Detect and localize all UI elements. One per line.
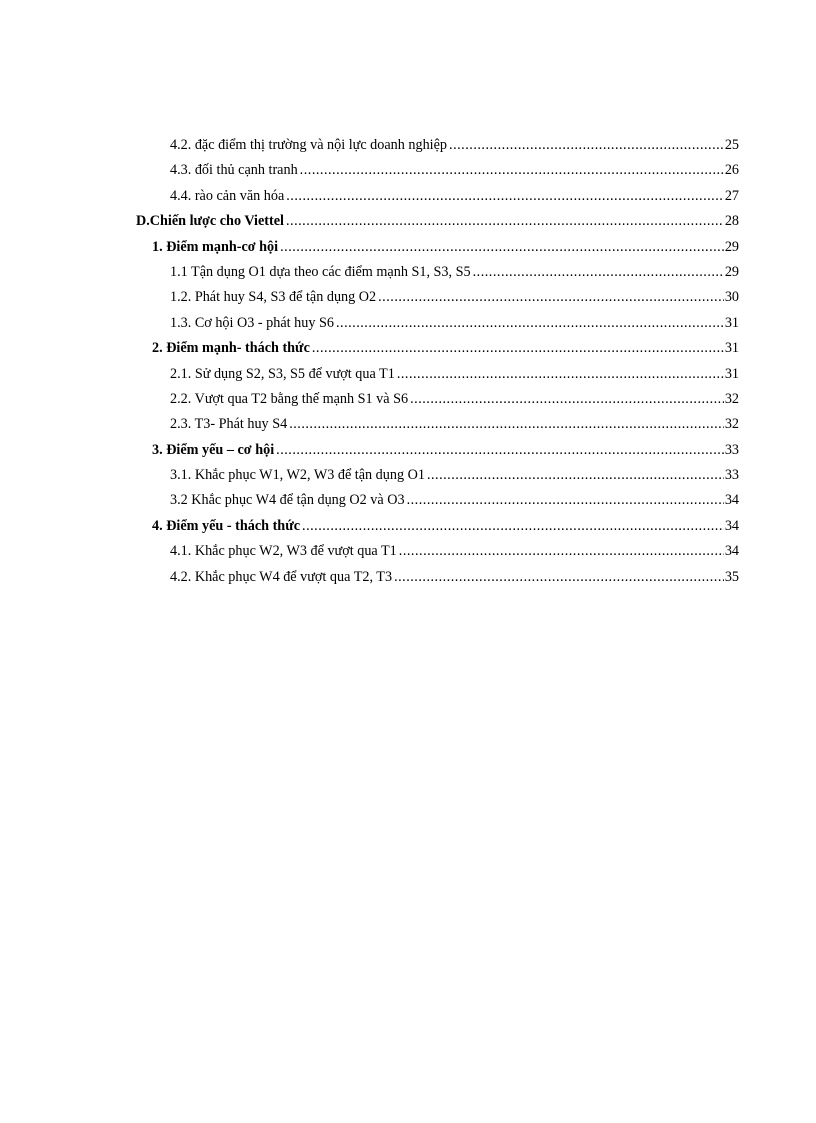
toc-entry[interactable] [136,412,739,437]
toc-leader-dots [427,463,724,488]
toc-entry[interactable] [136,387,739,412]
toc-entry-title: 1.2. Phát huy S4, S3 để tận dụng O2 [170,289,377,306]
toc-entry-title: 4.3. đối thủ cạnh tranh [170,162,298,179]
toc-leader-dots [407,488,724,513]
toc-subsection-heading[interactable] [136,438,739,463]
toc-leader-dots [302,514,724,539]
toc-entry-title: 3.2 Khắc phục W4 để tận dụng O2 và O3 [170,492,405,509]
toc-entry-title: 2.3. T3- Phát huy S4 [170,416,288,433]
toc-leader-dots [286,209,724,234]
toc-entry-title: 1. Điểm mạnh-cơ hội [152,238,279,255]
toc-entry-title: 2. Điểm mạnh- thách thức [152,340,310,357]
toc-leader-dots [276,438,724,463]
toc-subsection-heading[interactable] [136,336,739,361]
toc-entry-page: 29 [724,238,739,255]
toc-leader-dots [289,412,724,437]
toc-entry[interactable] [136,488,739,513]
toc-entry-page: 32 [724,390,739,407]
toc-leader-dots [394,565,724,590]
toc-leader-dots [300,158,724,183]
toc-entry[interactable] [136,184,739,209]
toc-leader-dots [286,184,724,209]
toc-entry[interactable] [136,565,739,590]
toc-entry-title: 4.4. rào cản văn hóa [170,187,285,204]
toc-entry-title: 4.1. Khắc phục W2, W3 để vượt qua T1 [170,543,397,560]
toc-entry-page: 35 [724,568,739,585]
toc-entry-page: 30 [724,289,739,306]
toc-entry[interactable] [136,463,739,488]
toc-entry-title: 4.2. Khắc phục W4 để vượt qua T2, T3 [170,568,393,585]
toc-entry-page: 34 [724,543,739,560]
toc-entry-title: 3.1. Khắc phục W1, W2, W3 để tận dụng O1 [170,467,425,484]
toc-entry-page: 29 [724,263,739,280]
toc-entry-page: 33 [724,467,739,484]
toc-entry-page: 34 [724,492,739,509]
toc-entry-title: 1.1 Tận dụng O1 dựa theo các điểm mạnh S1, S3, S5 [170,263,471,280]
toc-leader-dots [312,336,724,361]
toc-leader-dots [449,133,724,158]
toc-subsection-heading[interactable] [136,514,739,539]
toc-leader-dots [473,260,724,285]
toc-entry-title: 4.2. đặc điểm thị trường và nội lực doanh nghiệp [170,137,448,153]
toc-entry-title: D.Chiến lược cho Viettel [136,213,284,230]
toc-entry-title: 2.2. Vượt qua T2 bằng thế mạnh S1 và S6 [170,390,409,407]
toc-leader-dots [397,362,724,387]
toc-entry-page: 27 [724,187,739,204]
toc-entry[interactable] [136,133,739,158]
toc-entry-title: 3. Điểm yếu – cơ hội [152,441,275,458]
toc-entry[interactable] [136,362,739,387]
toc-entry-title: 1.3. Cơ hội O3 - phát huy S6 [170,314,334,331]
toc-entry-page: 34 [724,517,739,534]
toc-entry-page: 33 [724,441,739,458]
toc-section-heading[interactable] [136,209,739,234]
toc-entry-title: 2.1. Sử dụng S2, S3, S5 để vượt qua T1 [170,365,395,382]
toc-entry-page: 26 [724,162,739,179]
toc-subsection-heading[interactable] [136,235,739,260]
toc-entry-page: 31 [724,340,739,357]
toc-entry-page: 32 [724,416,739,433]
toc-entry[interactable] [136,539,739,564]
toc-leader-dots [410,387,724,412]
toc-entry-page: 28 [724,213,739,230]
toc-entry[interactable] [136,260,739,285]
table-of-contents [136,133,739,590]
toc-entry-page: 31 [724,365,739,382]
toc-leader-dots [280,235,724,260]
toc-entry[interactable] [136,285,739,310]
toc-entry-title: 4. Điểm yếu - thách thức [152,517,301,534]
toc-leader-dots [399,539,724,564]
toc-leader-dots [336,311,724,336]
toc-entry[interactable] [136,158,739,183]
toc-entry-page: 25 [724,137,739,153]
toc-entry-page: 31 [724,314,739,331]
toc-leader-dots [378,285,724,310]
toc-entry[interactable] [136,311,739,336]
